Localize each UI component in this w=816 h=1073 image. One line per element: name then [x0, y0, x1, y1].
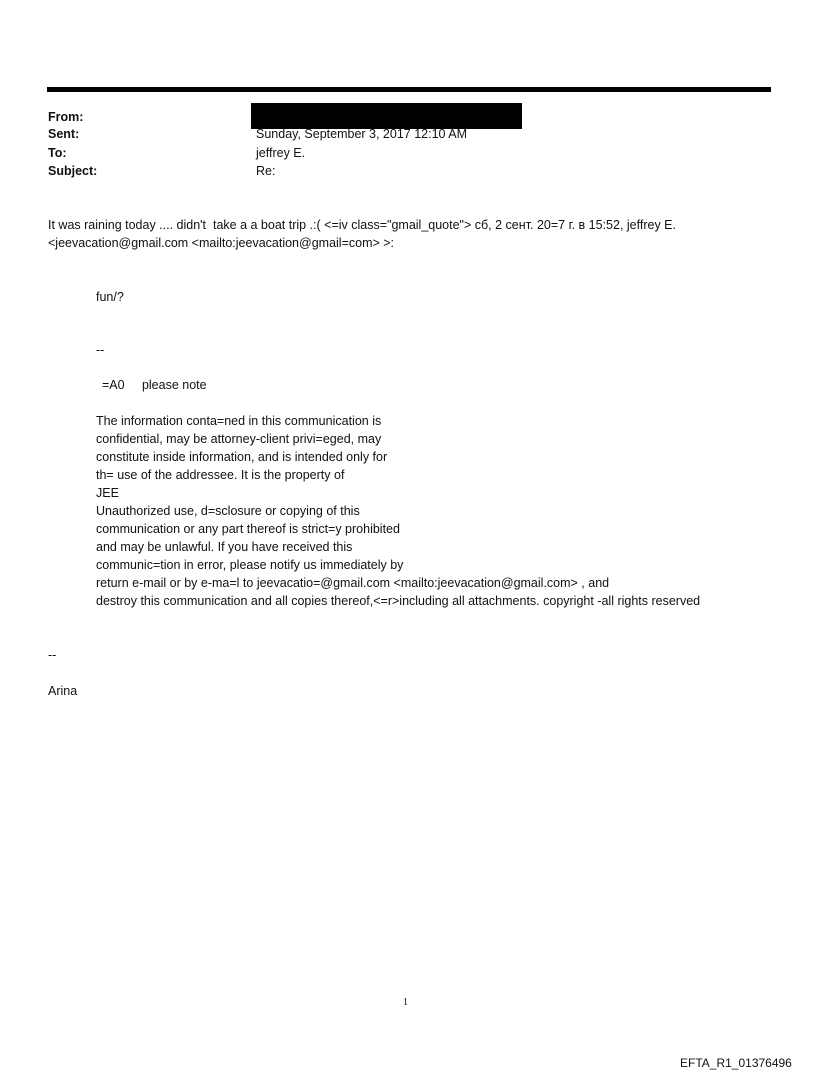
header-rule	[47, 87, 771, 92]
subject-label: Subject:	[48, 164, 98, 178]
disclaimer-line: communication or any part thereof is strict=y prohibited	[96, 522, 400, 536]
to-value: jeffrey E.	[256, 146, 306, 160]
signature-separator: --	[48, 648, 57, 662]
to-label: To:	[48, 146, 67, 160]
quote-separator: --	[96, 343, 105, 357]
disclaimer-line: and may be unlawful. If you have received this	[96, 540, 353, 554]
document-id: EFTA_R1_01376496	[680, 1056, 792, 1070]
from-label: From:	[48, 110, 84, 124]
note-line: =A0 please note	[102, 378, 207, 392]
page-number: 1	[403, 997, 408, 1008]
disclaimer-line: destroy this communication and all copies thereof,<=r>including all attachments. copyright -all rights reserved	[96, 594, 701, 608]
disclaimer-line: th= use of the addressee. It is the property of	[96, 468, 345, 482]
disclaimer-line: constitute inside information, and is intended only for	[96, 450, 388, 464]
signature-name: Arina	[48, 684, 78, 698]
sent-label: Sent:	[48, 127, 80, 141]
redaction-block	[251, 103, 522, 129]
intro-line-1: It was raining today .... didn't take a a boat trip .:( <=iv class="gmail_quote"> сб, 2 сент. 20=7 г. в 15:52, jeffrey E.	[48, 218, 676, 232]
disclaimer-line: confidential, may be attorney-client privi=eged, may	[96, 432, 382, 446]
disclaimer-line: The information conta=ned in this communication is	[96, 414, 382, 428]
disclaimer-line: JEE	[96, 486, 119, 500]
quote-text: fun/?	[96, 290, 124, 304]
disclaimer-line: communic=tion in error, please notify us immediately by	[96, 558, 404, 572]
disclaimer-line: Unauthorized use, d=sclosure or copying of this	[96, 504, 360, 518]
subject-value: Re:	[256, 164, 276, 178]
disclaimer-line: return e-mail or by e-ma=l to jeevacatio=@gmail.com <mailto:jeevacation@gmail.com> , and	[96, 576, 610, 590]
intro-line-2: <jeevacation@gmail.com <mailto:jeevacation@gmail=com> >:	[48, 236, 395, 250]
sent-value: Sunday, September 3, 2017 12:10 AM	[256, 127, 468, 141]
